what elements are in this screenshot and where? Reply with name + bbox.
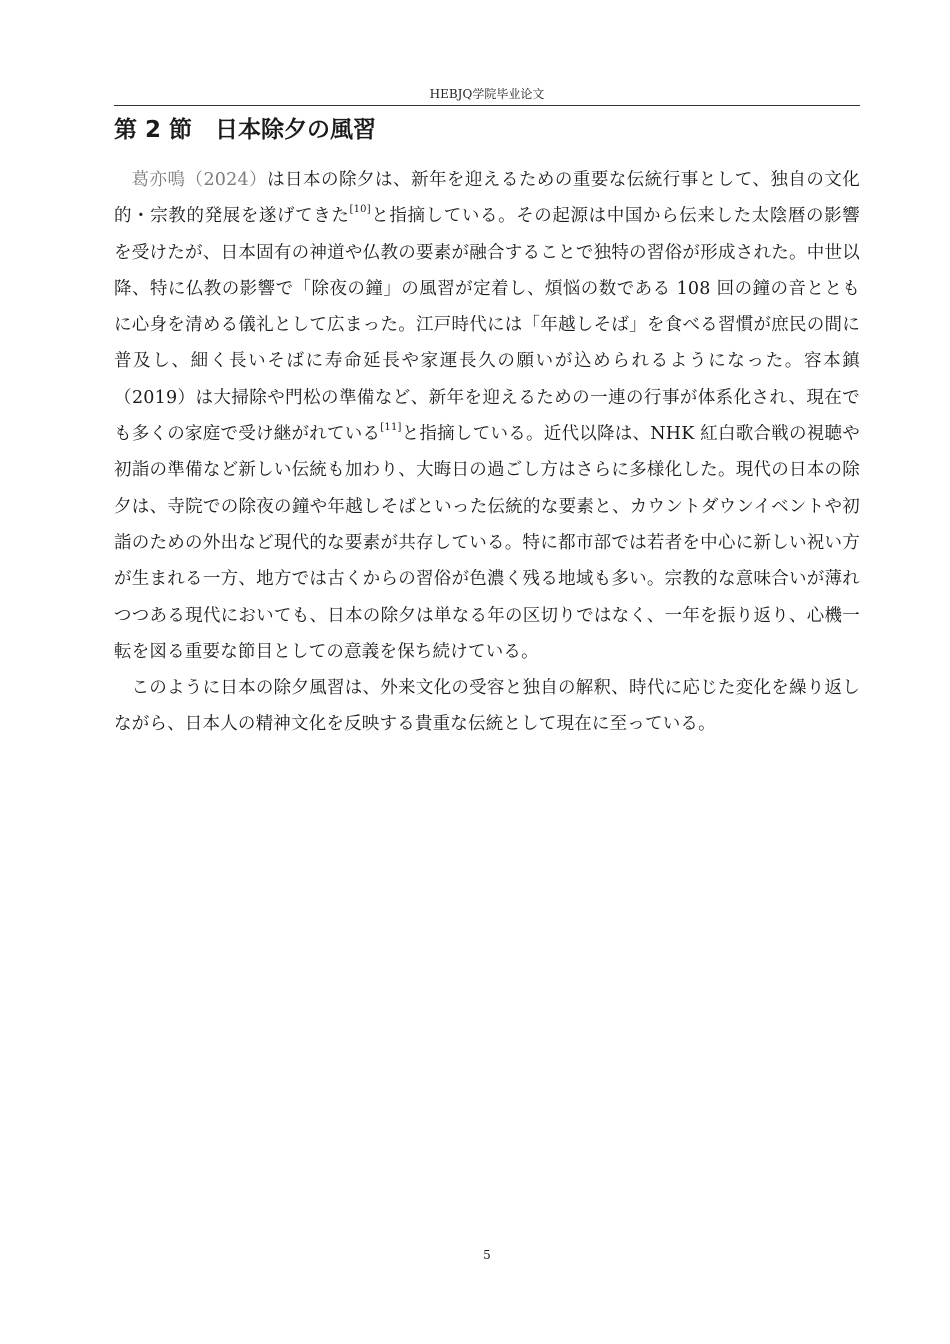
section-title: 第 2 節 日本除夕の風習	[114, 117, 377, 143]
paragraph-1-sentence-2: と指摘している。その起源は中国から伝来した太陰暦の影響を受けたが、日本固有の神道や仏教の要素が融合することで独特の習俗が形成された。中世以降、特に仏教の影響で「除夜の鐘」の風習が定着し、煩悩の数である 108 回の鐘の音とともに心身を清める儀礼として広まった。江戸時代には「年越しそば」を食べる習慣が庶民の間に普及し、細く長いそばに寿命延長や家運長久の願いが込められるようになった。容本鎮（2019）は大掃除や門松の準備など、新年を迎えるための一連の行事が体系化され、現在でも多くの家庭で受け継がれている	[114, 206, 860, 445]
citation-author: 葛亦鳴（2024）	[131, 170, 268, 190]
paragraph-1	[114, 162, 860, 670]
reference-marker-10: [10]	[349, 204, 371, 216]
running-header: HEBJQ学院毕业论文	[429, 87, 545, 101]
reference-marker-11: [11]	[380, 422, 402, 434]
paragraph-1-sentence-1: は日本の除夕は、新年を迎えるための重要な伝統行事として、独自の文化的・宗教的発展を遂げてきた	[114, 170, 860, 227]
paragraph-2: このように日本の除夕風習は、外来文化の受容と独自の解釈、時代に応じた変化を繰り返しながら、日本人の精神文化を反映する貴重な伝統として現在に至っている。	[114, 678, 860, 735]
page-number: 5	[483, 1248, 491, 1262]
body-text	[114, 162, 860, 743]
header-rule	[114, 105, 860, 106]
paragraph-1-sentence-3: と指摘している。近代以降は、NHK 紅白歌合戦の視聴や初詣の準備など新しい伝統も加わり、大晦日の過ごし方はさらに多様化した。現代の日本の除夕は、寺院での除夜の鐘や年越しそばといった伝統的な要素と、カウントダウンイベントや初詣のための外出など現代的な要素が共存している。特に都市部では若者を中心に新しい祝い方が生まれる一方、地方では古くからの習俗が色濃く残る地域も多い。宗教的な意味合いが薄れつつある現代においても、日本の除夕は単なる年の区切りではなく、一年を振り返り、心機一転を図る重要な節目としての意義を保ち続けている。	[114, 424, 861, 662]
